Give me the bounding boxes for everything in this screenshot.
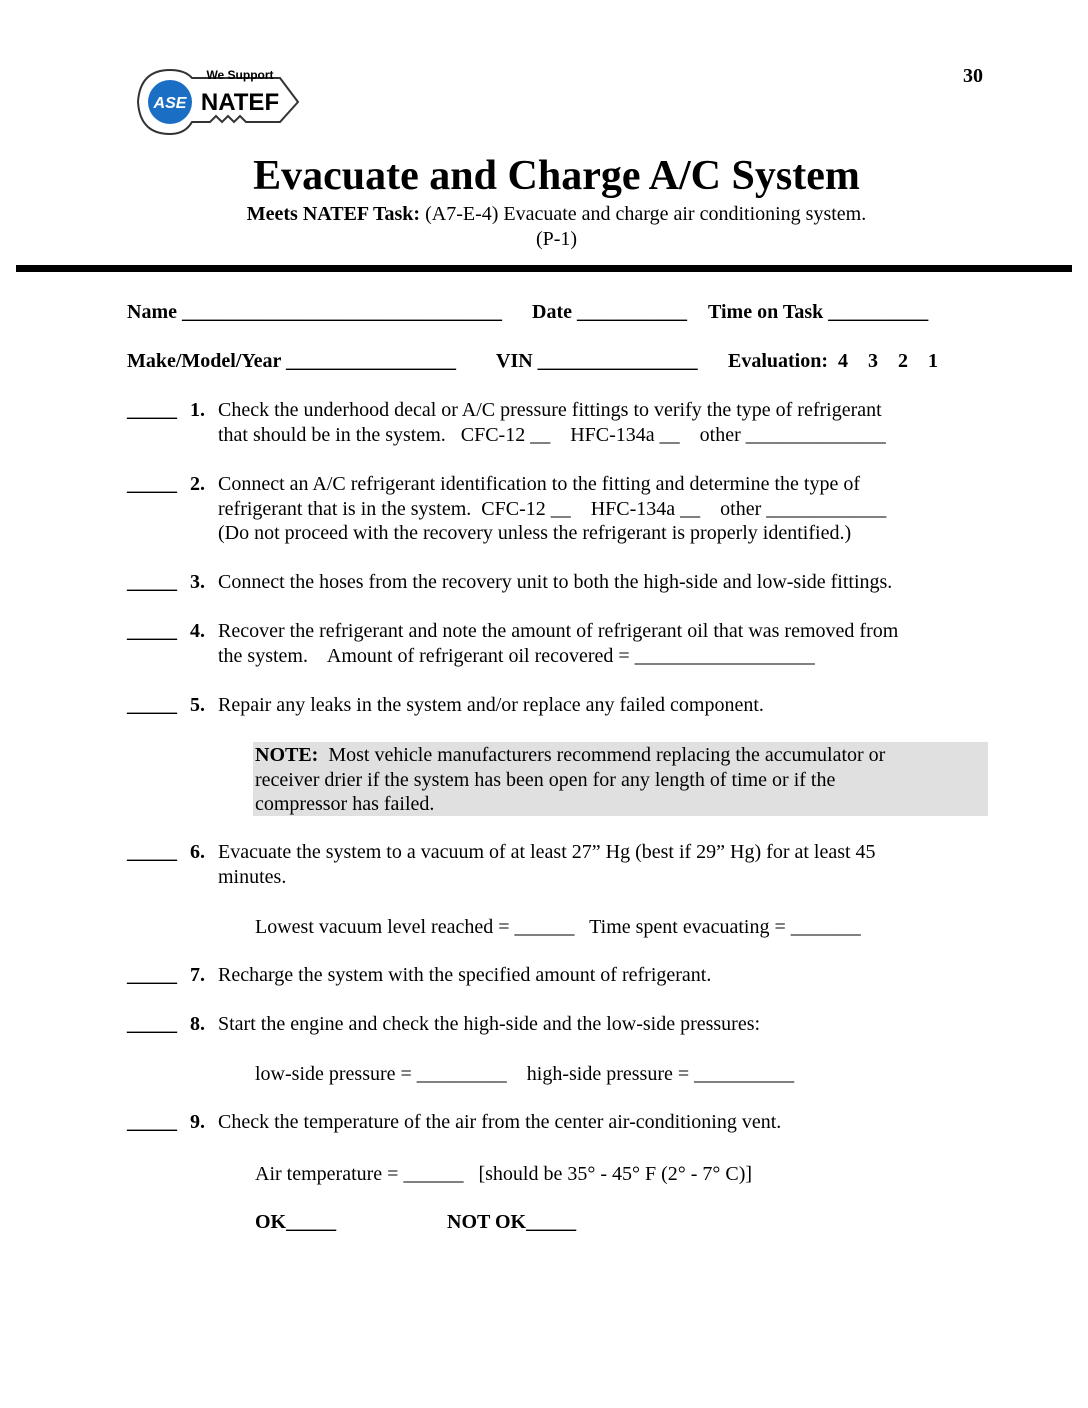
logo-top-text: We Support — [206, 68, 274, 82]
step6-fill-in[interactable]: Lowest vacuum level reached = ______ Time spent evacuating = _______ — [255, 916, 861, 938]
step-check-blank[interactable]: _____ — [127, 841, 177, 863]
step-check-blank[interactable]: _____ — [127, 694, 177, 716]
step-text: that should be in the system. CFC-12 __ HFC-134a __ other ______________ — [218, 423, 886, 446]
step-text: Start the engine and check the high-side and the low-side pressures: — [218, 1013, 761, 1035]
not-ok-checkbox[interactable]: NOT OK_____ — [447, 1211, 577, 1233]
step-number: 1. — [190, 399, 205, 421]
step-number: 6. — [190, 841, 205, 863]
vin-field[interactable]: VIN ________________ — [496, 350, 698, 372]
step-text: the system. Amount of refrigerant oil recovered = __________________ — [218, 644, 815, 667]
step-check-blank[interactable]: _____ — [127, 1013, 177, 1035]
page-number: 30 — [963, 65, 983, 87]
step-number: 2. — [190, 473, 205, 495]
step-number: 7. — [190, 964, 205, 986]
step-check-blank[interactable]: _____ — [127, 1111, 177, 1133]
note-line-2: receiver drier if the system has been open for any length of time or if the — [255, 769, 836, 791]
task-priority: (P-1) — [535, 228, 578, 250]
step-number: 8. — [190, 1013, 205, 1035]
page-title: Evacuate and Charge A/C System — [253, 153, 860, 199]
step-text: refrigerant that is in the system. CFC-12 __ HFC-134a __ other ____________ — [218, 497, 887, 520]
logo-badge: ASE — [153, 95, 187, 112]
step-number: 4. — [190, 620, 205, 642]
ok-checkbox[interactable]: OK_____ — [255, 1211, 337, 1233]
step-check-blank[interactable]: _____ — [127, 571, 177, 593]
step8-fill-in[interactable]: low-side pressure = _________ high-side pressure = __________ — [255, 1063, 795, 1085]
step-text: minutes. — [218, 865, 287, 888]
step-text: (Do not proceed with the recovery unless the refrigerant is properly identified.) — [218, 522, 852, 544]
step-number: 9. — [190, 1111, 205, 1133]
step9-fill-in[interactable]: Air temperature = ______ [should be 35° - 45° F (2° - 7° C)] — [255, 1163, 753, 1185]
time-on-task-field[interactable]: Time on Task __________ — [708, 301, 929, 323]
step-check-blank[interactable]: _____ — [127, 399, 177, 421]
step-text: Check the temperature of the air from the center air-conditioning vent. — [218, 1111, 782, 1133]
step-text: Recharge the system with the specified amount of refrigerant. — [218, 964, 712, 986]
step-text: Check the underhood decal or A/C pressure fittings to verify the type of refrigerant — [218, 399, 882, 421]
step-text: Evacuate the system to a vacuum of at least 27” Hg (best if 29” Hg) for at least 45 — [218, 841, 876, 863]
step-text: Repair any leaks in the system and/or replace any failed component. — [218, 694, 764, 716]
step-check-blank[interactable]: _____ — [127, 473, 177, 495]
step-text: Connect an A/C refrigerant identification to the fitting and determine the type of — [218, 473, 861, 495]
header-divider — [16, 265, 1072, 272]
step-number: 3. — [190, 571, 205, 593]
name-field[interactable]: Name ________________________________ — [127, 301, 502, 323]
step-check-blank[interactable]: _____ — [127, 964, 177, 986]
step-text: Connect the hoses from the recovery unit to both the high-side and low-side fittings. — [218, 571, 893, 593]
natef-logo — [130, 62, 305, 150]
step-number: 5. — [190, 694, 205, 716]
step-text: Recover the refrigerant and note the amount of refrigerant oil that was removed from — [218, 620, 899, 642]
note-line-3: compressor has failed. — [255, 793, 435, 815]
task-line: Meets NATEF Task: (A7-E-4) Evacuate and charge air conditioning system. — [246, 203, 867, 225]
step-check-blank[interactable]: _____ — [127, 620, 177, 642]
make-model-year-field[interactable]: Make/Model/Year _________________ — [127, 350, 457, 372]
date-field[interactable]: Date ___________ — [532, 301, 687, 323]
note-line-1: NOTE: Most vehicle manufacturers recommend replacing the accumulator or — [255, 744, 886, 766]
logo-brand: NATEF — [200, 89, 280, 116]
evaluation-field[interactable]: Evaluation: 4 3 2 1 — [728, 350, 939, 372]
